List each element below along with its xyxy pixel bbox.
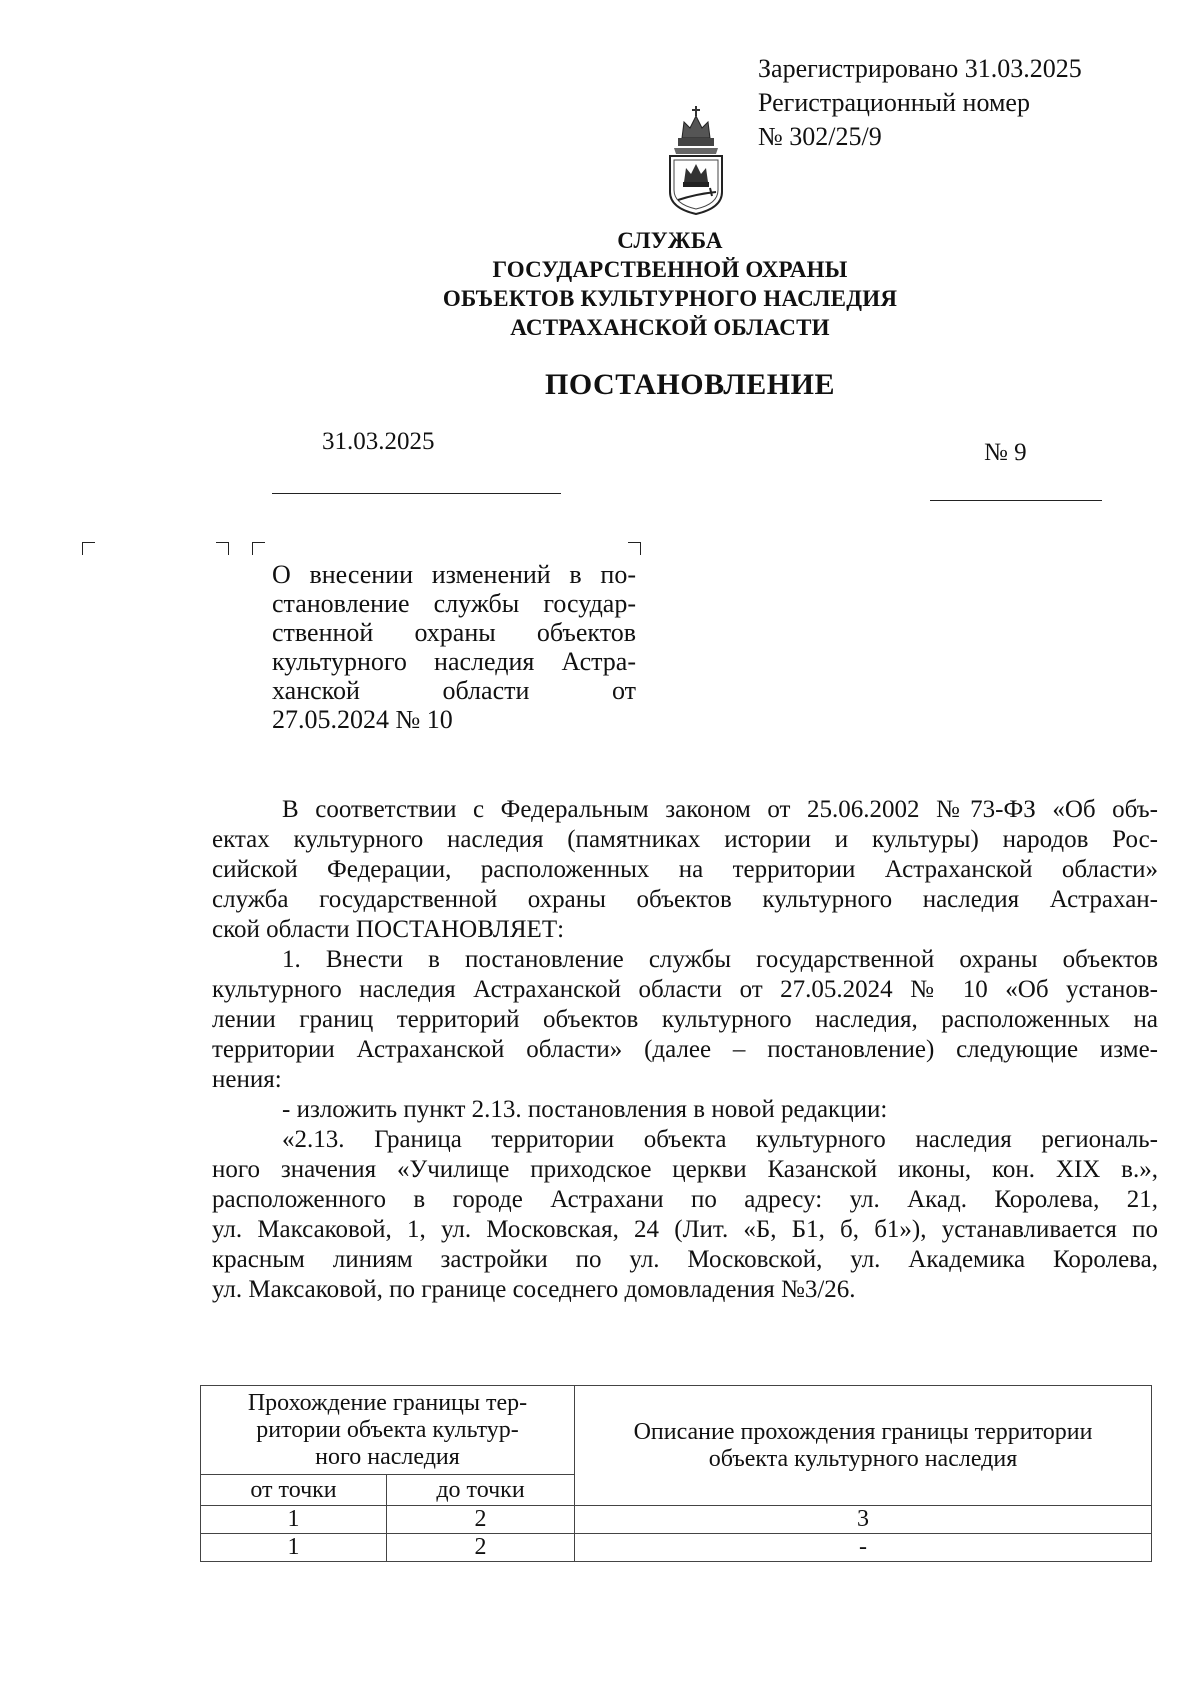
cell-description: 3 [575, 1506, 1152, 1534]
boundary-table [200, 1385, 1152, 1562]
registration-block [758, 52, 1082, 154]
header-line: объекта культурного наследия [708, 1445, 1018, 1472]
agency-name [400, 226, 940, 342]
body-line: - изложить пункт 2.13. постановления в новой редакции: [282, 1096, 888, 1123]
document-number: № 9 [984, 439, 1027, 466]
agency-line: АСТРАХАНСКОЙ ОБЛАСТИ [510, 315, 830, 340]
table-row [201, 1506, 1152, 1534]
header-line: Прохождение границы тер- [247, 1389, 528, 1416]
header-line: ного наследия [315, 1443, 460, 1470]
body-line: ектах культурного наследия (памятниках истории и культуры) народов Рос- [212, 826, 1158, 853]
header-line: Описание прохождения границы территории [633, 1418, 1093, 1445]
number-underline [930, 500, 1102, 501]
header-group-cell [201, 1386, 575, 1475]
header-line: ритории объекта культур- [256, 1416, 519, 1443]
body-line: ул. Максаковой, 1, ул. Московская, 24 (Лит. «Б, Б1, б, б1»), устанавливается по [212, 1216, 1158, 1243]
agency-line: ГОСУДАРСТВЕННОЙ ОХРАНЫ [492, 257, 848, 282]
subject-line: ханской области от [272, 676, 636, 705]
subject-line: становление службы государ- [272, 589, 636, 618]
cell-from: 1 [201, 1506, 387, 1534]
registration-number: № 302/25/9 [758, 122, 882, 151]
body-line: лении границ территорий объектов культурного наследия, расположенных на [212, 1006, 1158, 1033]
subject-line: ственной охраны объектов [272, 618, 636, 647]
bracket-mark [628, 542, 641, 555]
header-description-cell [575, 1386, 1152, 1506]
bracket-mark [82, 542, 95, 555]
agency-line: СЛУЖБА [617, 228, 723, 253]
cell-description: - [575, 1534, 1152, 1562]
body-line: В соответствии с Федеральным законом от 25.06.2002 №73-ФЗ «Об объ- [282, 796, 1158, 823]
agency-line: ОБЪЕКТОВ КУЛЬТУРНОГО НАСЛЕДИЯ [442, 286, 898, 311]
body-line: нения: [212, 1066, 282, 1093]
document-subject [272, 560, 636, 734]
body-line: ул. Максаковой, по границе соседнего домовладения №3/26. [212, 1276, 856, 1303]
subject-line: культурного наследия Астра- [272, 647, 636, 676]
registration-date: Зарегистрировано 31.03.2025 [758, 54, 1082, 83]
body-line: красным линиям застройки по ул. Московской, ул. Академика Королева, [212, 1246, 1158, 1273]
body-line: 1. Внести в постановление службы государственной охраны объектов [282, 946, 1158, 973]
body-line: культурного наследия Астраханской области от 27.05.2024 № 10 «Об установ- [212, 976, 1158, 1003]
coat-of-arms-icon [660, 104, 732, 216]
document-body [212, 795, 1158, 1305]
body-line: ного значения «Училище приходское церкви Казанской иконы, кон. XIX в.», [212, 1156, 1158, 1183]
body-line: расположенного в городе Астрахани по адресу: ул. Акад. Королева, 21, [212, 1186, 1158, 1213]
bracket-mark [252, 542, 265, 555]
cell-to: 2 [387, 1534, 575, 1562]
document-title: ПОСТАНОВЛЕНИЕ [545, 368, 835, 401]
body-line: сийской Федерации, расположенных на территории Астраханской области» [212, 856, 1158, 883]
subject-line: О внесении изменений в по- [272, 560, 636, 589]
bracket-mark [216, 542, 229, 555]
table-header-row [201, 1386, 1152, 1475]
registration-label: Регистрационный номер [758, 88, 1030, 117]
header-from-cell: от точки [201, 1475, 387, 1506]
body-line: «2.13. Граница территории объекта культурного наследия региональ- [282, 1126, 1158, 1153]
date-underline [272, 493, 561, 494]
table-row [201, 1534, 1152, 1562]
document-date: 31.03.2025 [322, 428, 435, 455]
subject-line: 27.05.2024 № 10 [272, 705, 453, 734]
cell-to: 2 [387, 1506, 575, 1534]
header-to-cell: до точки [387, 1475, 575, 1506]
body-line: служба государственной охраны объектов культурного наследия Астрахан- [212, 886, 1158, 913]
body-line: ской области ПОСТАНОВЛЯЕТ: [212, 916, 565, 943]
body-line: территории Астраханской области» (далее – постановление) следующие изме- [212, 1036, 1158, 1063]
cell-from: 1 [201, 1534, 387, 1562]
